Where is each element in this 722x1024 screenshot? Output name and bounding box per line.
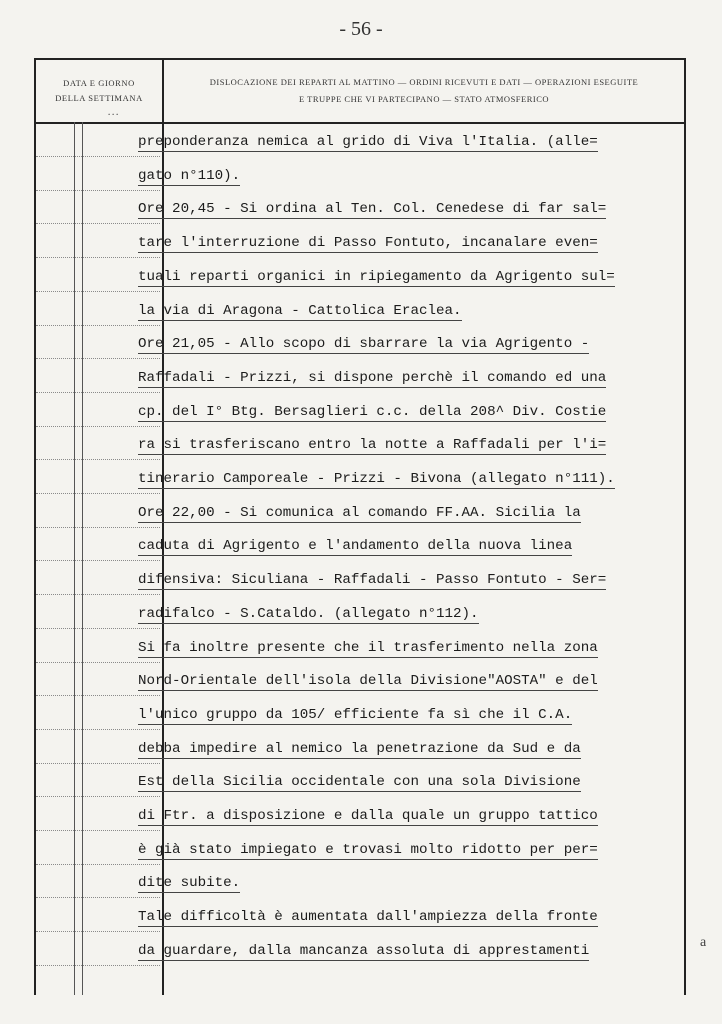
body-line [138, 429, 678, 463]
body-line [138, 396, 678, 430]
body-line-text: Ore 22,00 - Si comunica al comando FF.AA. Sicilia la [138, 505, 581, 521]
body-line [138, 665, 678, 699]
date-row-rule [36, 527, 160, 529]
body-line [138, 463, 678, 497]
date-row-rule [36, 763, 160, 765]
body-line-text: difensiva: Siculiana - Raffadali - Passo Fontuto - Ser= [138, 572, 607, 588]
body-line-text: tinerario Camporeale - Prizzi - Bivona (allegato n°111). [138, 471, 615, 487]
body-line-text: è già stato impiegato e trovasi molto ridotto per per= [138, 842, 598, 858]
date-row-rule [36, 695, 160, 697]
body-line-text: ra si trasferiscano entro la notte a Raffadali per l'i= [138, 437, 607, 453]
date-row-rule [36, 325, 160, 327]
date-row-rule [36, 493, 160, 495]
body-line [138, 901, 678, 935]
date-row-rule [36, 864, 160, 866]
page-number: - 56 - [339, 18, 383, 40]
header-date-line-2: DELLA SETTIMANA [55, 93, 143, 103]
body-line-text: preponderanza nemica al grido di Viva l'Italia. (alle= [138, 134, 598, 150]
body-line-text: Est della Sicilia occidentale con una sola Divisione [138, 774, 581, 790]
body-line-text: l'unico gruppo da 105/ efficiente fa sì che il C.A. [138, 707, 573, 723]
date-row-rule [36, 223, 160, 225]
date-row-rule [36, 965, 160, 967]
date-row-rule [36, 459, 160, 461]
date-row-rule [36, 291, 160, 293]
outside-margin-char: a [700, 935, 707, 950]
body-line-text: Ore 20,45 - Si ordina al Ten. Col. Cenedese di far sal= [138, 201, 607, 217]
date-row-rule [36, 594, 160, 596]
body-line [138, 867, 678, 901]
body-line [138, 328, 678, 362]
body-line [138, 632, 678, 666]
body-line [138, 564, 678, 598]
header-date-line-1: DATA E GIORNO [63, 78, 135, 88]
body-line [138, 362, 678, 396]
body-line [138, 834, 678, 868]
body-line-text: gato n°110). [138, 168, 241, 184]
date-row-rule [36, 358, 160, 360]
date-row-rule [36, 190, 160, 192]
header-operations-line-2: E TRUPPE CHE VI PARTECIPANO — STATO ATMOSFERICO [298, 94, 550, 104]
margin-note: … [108, 104, 119, 118]
body-line [138, 295, 678, 329]
date-row-rule [36, 931, 160, 933]
date-row-rule [36, 257, 160, 259]
date-row-rule [36, 628, 160, 630]
body-line-text: caduta di Agrigento e l'andamento della nuova linea [138, 538, 573, 554]
body-line [138, 733, 678, 767]
body-line [138, 598, 678, 632]
header-operations-column [164, 60, 684, 122]
date-row-rule [36, 729, 160, 731]
body-line [138, 126, 678, 160]
body-line [138, 766, 678, 800]
date-row-rule [36, 830, 160, 832]
body-line-text: tare l'interruzione di Passo Fontuto, incanalare even= [138, 235, 598, 251]
body-line-text: Raffadali - Prizzi, si dispone perchè il comando ed una [138, 370, 607, 386]
body-line-text: cp. del I° Btg. Bersaglieri c.c. della 208^ Div. Costie [138, 404, 607, 420]
body-line-text: Nord-Orientale dell'isola della Divisione"AOSTA" e del [138, 673, 598, 689]
body-line [138, 261, 678, 295]
body-line [138, 193, 678, 227]
header-date-column [36, 60, 164, 122]
date-row-rule [36, 796, 160, 798]
body-line [138, 160, 678, 194]
register-header [36, 60, 684, 124]
body-line [138, 935, 678, 969]
date-row-rule [36, 156, 160, 158]
body-line-text: radifalco - S.Cataldo. (allegato n°112). [138, 606, 479, 622]
body-line-text: la via di Aragona - Cattolica Eraclea. [138, 303, 462, 319]
header-operations-line-1: DISLOCAZIONE DEI REPARTI AL MATTINO — ORDINI RICEVUTI E DATI — OPERAZIONI ESEGUITE [209, 77, 639, 87]
body-line-text: Tale difficoltà è aumentata dall'ampiezza della fronte [138, 909, 598, 925]
date-row-rule [36, 897, 160, 899]
body-line-text: di Ftr. a disposizione e dalla quale un gruppo tattico [138, 808, 598, 824]
body-line [138, 227, 678, 261]
body-line [138, 530, 678, 564]
body-line-text: tuali reparti organici in ripiegamento da Agrigento sul= [138, 269, 615, 285]
date-row-rule [36, 426, 160, 428]
date-row-rule [36, 560, 160, 562]
body-line-text: da guardare, dalla mancanza assoluta di apprestamenti [138, 943, 590, 959]
date-row-rule [36, 662, 160, 664]
body-line [138, 699, 678, 733]
body-line-text: dite subite. [138, 875, 241, 891]
date-row-rule [36, 392, 160, 394]
body-line-text: Ore 21,05 - Allo scopo di sbarrare la via Agrigento - [138, 336, 590, 352]
body-line-text: Si fa inoltre presente che il trasferimento nella zona [138, 640, 598, 656]
body-line-text: debba impedire al nemico la penetrazione da Sud e da [138, 741, 581, 757]
body-line [138, 800, 678, 834]
body-line [138, 497, 678, 531]
